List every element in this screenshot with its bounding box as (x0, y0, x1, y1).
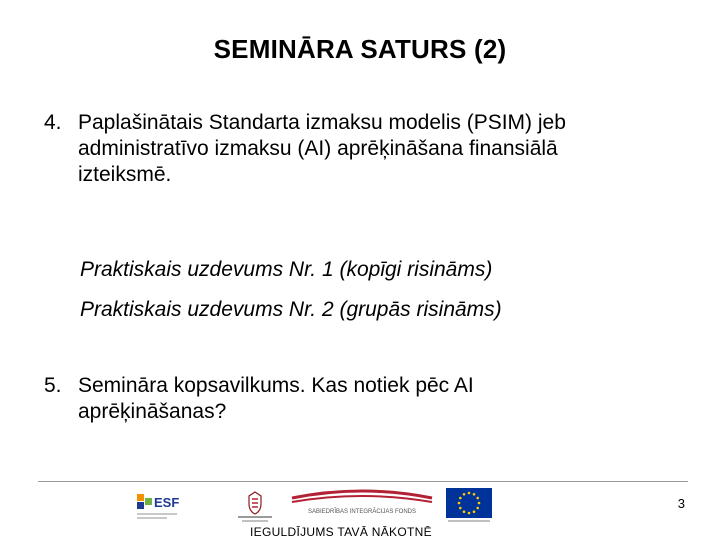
integration-fund-logo (290, 486, 434, 520)
esf-logo (133, 488, 193, 524)
page-number: 3 (677, 496, 685, 511)
fund-logo-text: SABIEDRĪBAS INTEGRĀCIJAS FONDS (307, 509, 417, 515)
item-number: 4. (44, 111, 62, 134)
footer-slogan: IEGULDĪJUMS TAVĀ NĀKOTNĒ (250, 525, 432, 539)
footer-divider (38, 481, 688, 482)
exercise-2: Praktiskais uzdevums Nr. 2 (grupās risināms) (80, 298, 502, 321)
agenda-item-4 (44, 110, 684, 188)
agenda-item-5 (44, 373, 684, 425)
item-line: Paplašinātais Standarta izmaksu modelis (PSIM) jeb (78, 111, 566, 134)
exercise-1: Praktiskais uzdevums Nr. 1 (kopīgi risināms) (80, 258, 493, 281)
item-line: administratīvo izmaksu (AI) aprēķināšana finansiālā (78, 137, 558, 160)
esf-logo-text: ESF (154, 495, 180, 510)
item-line: Semināra kopsavilkums. Kas notiek pēc AI (78, 374, 474, 397)
slide-title: SEMINĀRA SATURS (2) (213, 34, 507, 64)
item-line: izteiksmē. (78, 163, 172, 186)
emblem-logo (232, 486, 278, 524)
item-number: 5. (44, 374, 62, 397)
eu-flag-logo (446, 488, 492, 522)
item-line: aprēķināšanas? (78, 400, 227, 423)
